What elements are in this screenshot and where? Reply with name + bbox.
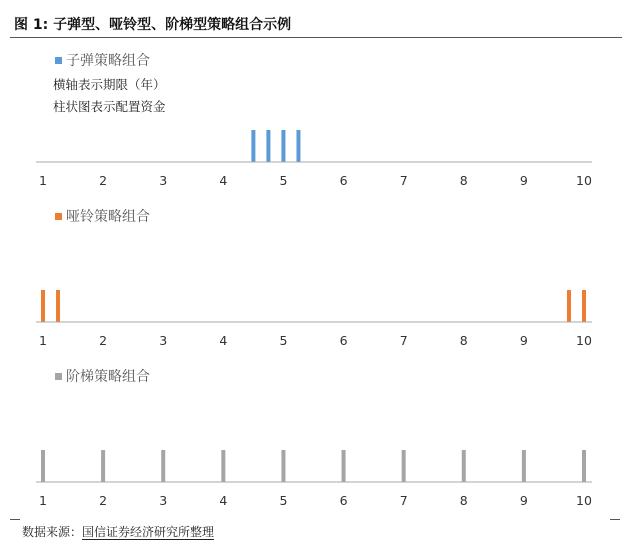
- xtick-label: 9: [519, 173, 528, 188]
- bar-barbell: [582, 290, 586, 322]
- xtick-label: 5: [279, 493, 288, 508]
- bar-ladder: [281, 450, 285, 482]
- xticks-barbell: [39, 333, 592, 348]
- panel-barbell: [36, 209, 592, 348]
- bar-ladder: [161, 450, 165, 482]
- xtick-label: 8: [459, 173, 468, 188]
- xtick-label: 4: [219, 173, 228, 188]
- bar-ladder: [522, 450, 526, 482]
- footer-rule-right: [610, 519, 620, 520]
- note-xaxis: 横轴表示期限（年）: [53, 77, 166, 92]
- xtick-label: 3: [159, 493, 168, 508]
- bars-ladder: [41, 450, 586, 482]
- bar-bullet: [281, 130, 285, 162]
- panel-ladder: [36, 368, 592, 508]
- bar-ladder: [342, 450, 346, 482]
- xtick-label: 3: [159, 333, 168, 348]
- xticks-bullet: [39, 173, 592, 188]
- bars-bullet: [251, 130, 300, 162]
- figure-title: 图 1: 子弹型、哑铃型、阶梯型策略组合示例: [14, 17, 292, 33]
- xtick-label: 2: [99, 333, 108, 348]
- legend-swatch-barbell: [55, 213, 62, 220]
- xtick-label: 10: [576, 173, 592, 188]
- xtick-label: 6: [339, 493, 348, 508]
- xtick-label: 7: [399, 493, 408, 508]
- legend-swatch-ladder: [55, 373, 62, 380]
- xtick-label: 1: [39, 333, 47, 348]
- xtick-label: 9: [519, 493, 528, 508]
- bar-barbell: [41, 290, 45, 322]
- xtick-label: 2: [99, 173, 108, 188]
- source-note: [22, 523, 214, 540]
- xtick-label: 4: [219, 493, 228, 508]
- xtick-label: 7: [399, 333, 408, 348]
- bar-ladder: [221, 450, 225, 482]
- bars-barbell: [41, 290, 586, 322]
- xtick-label: 3: [159, 173, 168, 188]
- bar-bullet: [266, 130, 270, 162]
- xtick-label: 5: [279, 173, 288, 188]
- xtick-label: 2: [99, 493, 108, 508]
- bar-ladder: [101, 450, 105, 482]
- source-label: 数据来源：: [22, 525, 83, 539]
- legend-label-ladder: 阶梯策略组合: [66, 369, 150, 385]
- xtick-label: 1: [39, 173, 47, 188]
- xtick-label: 8: [459, 493, 468, 508]
- xtick-label: 7: [399, 173, 408, 188]
- xtick-label: 4: [219, 333, 228, 348]
- bar-bullet: [251, 130, 255, 162]
- bar-barbell: [567, 290, 571, 322]
- bar-barbell: [56, 290, 60, 322]
- footer-rule-left: [10, 519, 20, 520]
- bar-ladder: [402, 450, 406, 482]
- bar-ladder: [582, 450, 586, 482]
- xtick-label: 6: [339, 333, 348, 348]
- xtick-label: 1: [39, 493, 47, 508]
- legend-label-barbell: 哑铃策略组合: [66, 209, 150, 225]
- xtick-label: 9: [519, 333, 528, 348]
- xtick-label: 8: [459, 333, 468, 348]
- xtick-label: 10: [576, 493, 592, 508]
- bar-ladder: [41, 450, 45, 482]
- xtick-label: 6: [339, 173, 348, 188]
- bar-ladder: [462, 450, 466, 482]
- panel-bullet: [36, 53, 592, 188]
- note-bars: 柱状图表示配置资金: [53, 99, 166, 114]
- xticks-ladder: [39, 493, 592, 508]
- source-text: 国信证券经济研究所整理: [82, 525, 215, 539]
- xtick-label: 10: [576, 333, 592, 348]
- xtick-label: 5: [279, 333, 288, 348]
- legend-swatch-bullet: [55, 57, 62, 64]
- legend-label-bullet: 子弹策略组合: [66, 53, 150, 69]
- bar-bullet: [296, 130, 300, 162]
